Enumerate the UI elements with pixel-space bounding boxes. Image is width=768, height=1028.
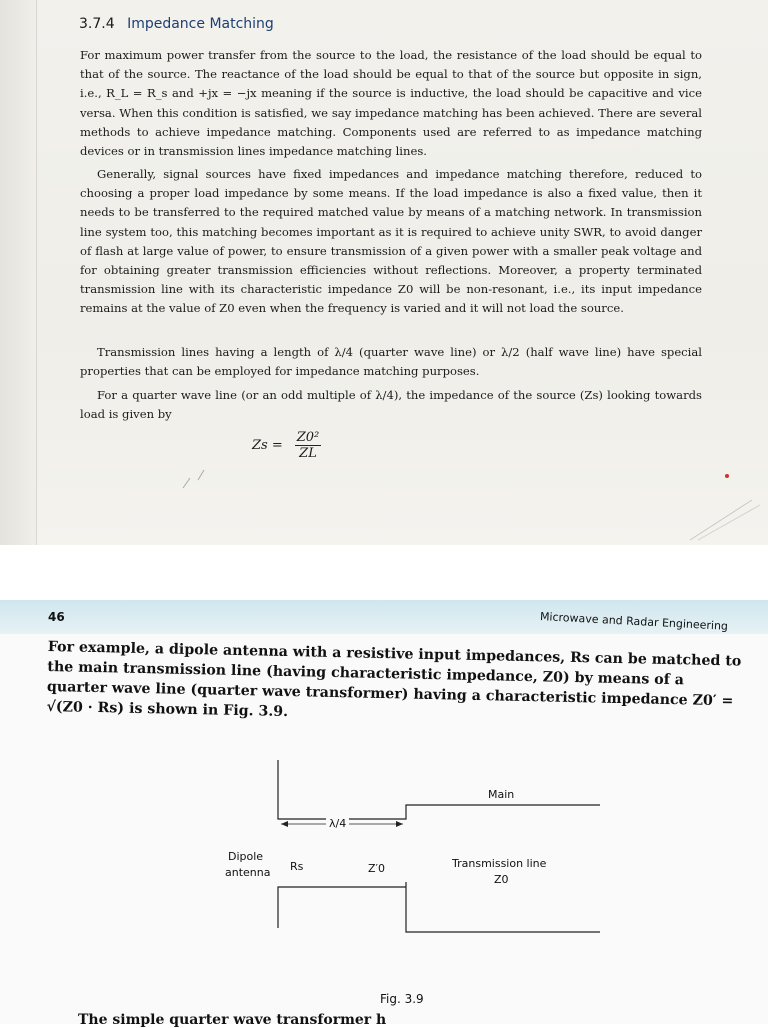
page-number: 46 (48, 610, 65, 624)
paragraph-3: Transmission lines having a length of λ/4 (quarter wave line) or λ/2 (half wave line) have special properties that can be employed for impedance matching purposes. (80, 345, 702, 379)
lower-conductor-line (278, 882, 600, 932)
label-dipole-2: antenna (225, 866, 271, 879)
label-z0-prime: Z′0 (368, 862, 386, 875)
example-paragraph: For example, a dipole antenna with a resistive input impedances, Rs can be matched to the main transmission line (having characteristic impedance, Z0) by means of a quarter wave line (quarter wave transformer) having a characteristic impedance Z0′ = √(Z0 · Rs) is shown in Fig. 3.9. (46, 638, 742, 721)
label-transmission-line: Transmission line (452, 857, 547, 870)
equation-numerator: Z0² (296, 430, 320, 445)
arrow-right-icon (396, 821, 403, 827)
equation-lhs: Zs = (252, 438, 283, 453)
paragraph-1: For maximum power transfer from the source to the load, the resistance of the load should be equal to that of the source. The reactance of the load should be equal to that of the source but opposite in sign, i.e., R_L = R_s and +jx = −jx meaning if the source is inductive, the load should be capacitive and vice versa. When this condition is satisfied, we say impedance matching has been achieved. There are several methods to achieve impedance matching. Components used are referred to as impedance matching devices or in transmission lines impedance matching lines. (80, 48, 702, 159)
label-main: Main (488, 788, 515, 801)
label-rs: Rs (290, 860, 304, 873)
label-lambda: λ/4 (326, 817, 349, 830)
arrow-left-icon (281, 821, 288, 827)
quarter-wave-diagram (0, 760, 768, 1024)
paragraph-4: For a quarter wave line (or an odd multiple of λ/4), the impedance of the source (Zs) looking towards load is given by (80, 388, 702, 422)
figure-caption: Fig. 3.9 (380, 992, 424, 1006)
figure-3-9 (0, 760, 768, 1024)
equation-denominator: ZL (299, 446, 317, 461)
label-dipole-1: Dipole (228, 850, 264, 863)
label-z0: Z0 (494, 873, 509, 886)
section-title: Impedance Matching (127, 16, 274, 32)
section-number: 3.7.4 (79, 16, 115, 32)
lower-page (0, 600, 768, 1028)
paragraph-2: Generally, signal sources have fixed impedances and impedance matching therefore, reduced to choosing a proper load impedance by some means. If the load impedance is also a fixed value, then it needs to be transferred to the required matched value by means of a matching network. In transmission line system too, this matching becomes important as it is required to achieve unity SWR, to avoid danger of flash at large value of power, to ensure transmission of a given power with a smaller peak voltage and for obtaining greater transmission efficiencies without reflections. Moreover, a property terminated transmission line with its characteristic impedance Z0 will be non-resonant, i.e., its input impedance remains at the value of Z0 even when the frequency is varied and it will not load the source. (80, 167, 702, 316)
upper-conductor-line (278, 760, 600, 819)
book-title: Microwave and Radar Engineering (539, 610, 729, 633)
cut-off-text: The simple quarter wave transformer h (78, 1012, 387, 1028)
page-gap (0, 545, 768, 600)
